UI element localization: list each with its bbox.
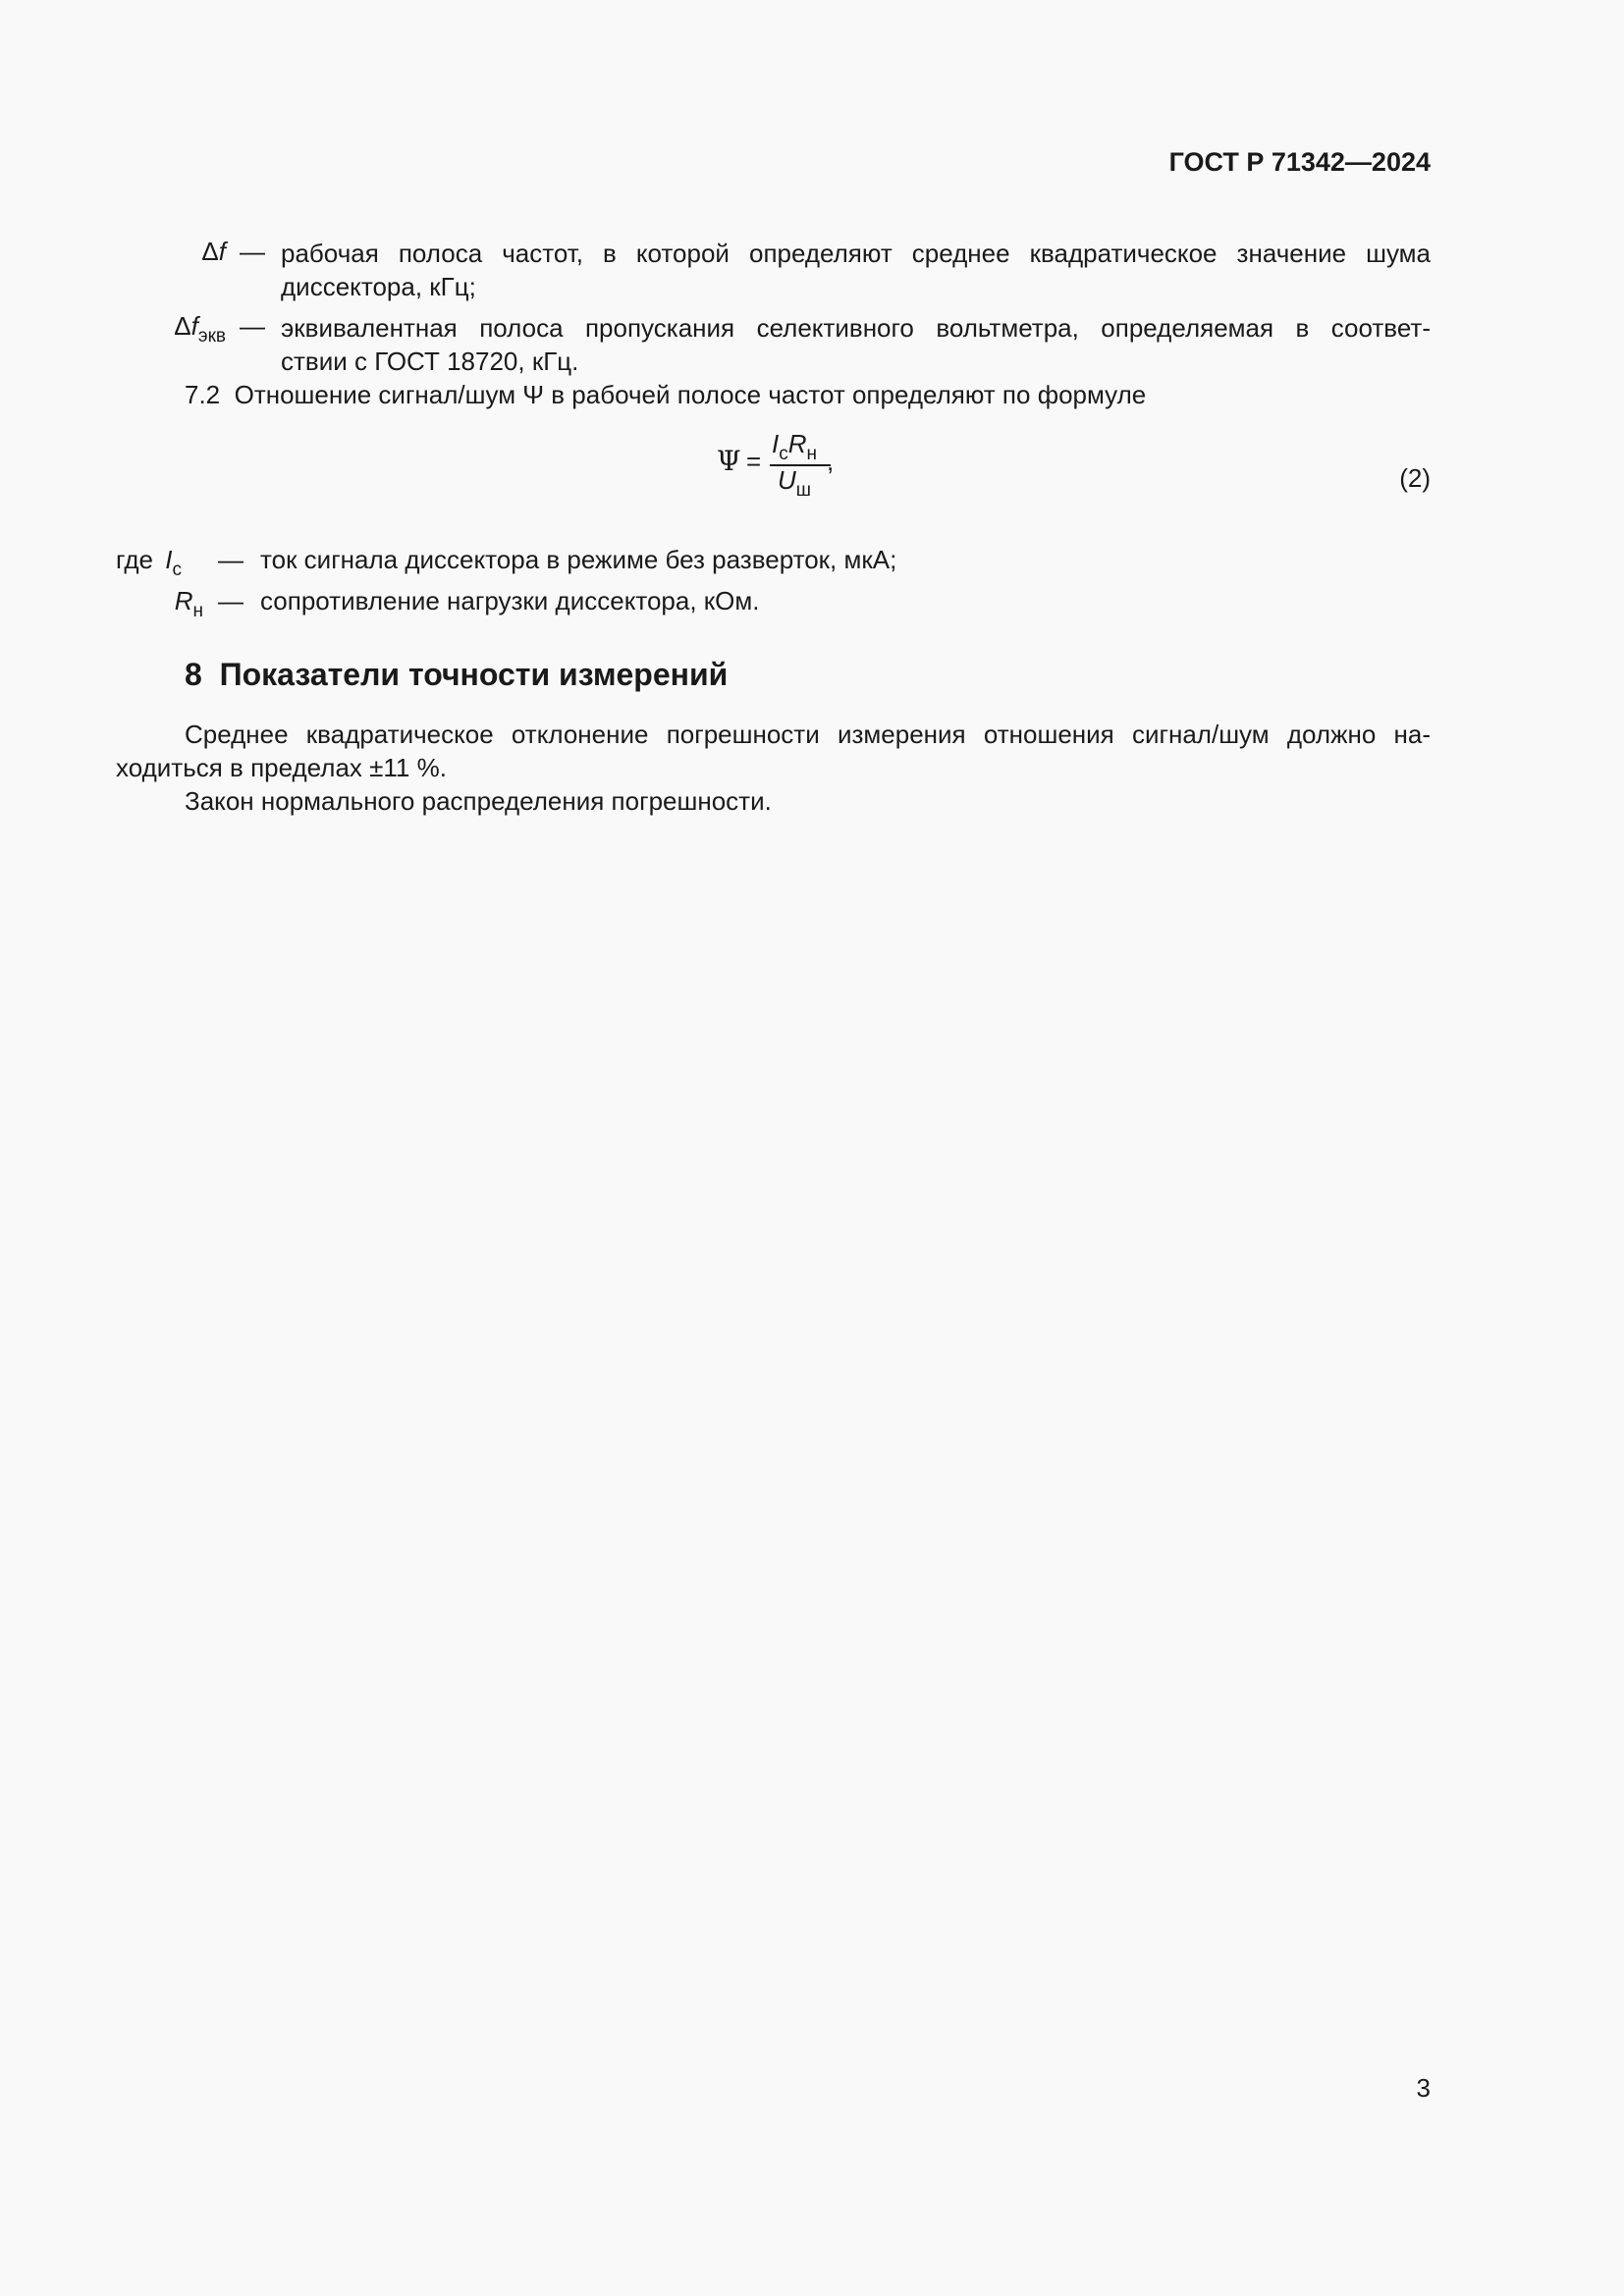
formula-equals: = <box>746 447 762 476</box>
where-prefix: где <box>116 545 153 574</box>
page-number: 3 <box>1416 2073 1431 2103</box>
section-8-paragraph: Закон нормального распределения погрешности. <box>185 786 772 816</box>
where-symbol-I-c: $I_с$ <box>165 545 182 580</box>
clause-7-2-text: 7.2 Отношение сигнал/шум Ψ в рабочей полосе частот определяют по формуле <box>185 380 1147 409</box>
definition-dash: — <box>240 237 265 266</box>
section-8-heading: 8 Показатели точности измерений <box>185 657 729 692</box>
definition-symbol-delta-f: Δf <box>201 237 226 266</box>
formula-denominator: $U_ш$ <box>778 465 812 501</box>
section-8-paragraph-line: Среднее квадратическое отклонение погрешности измерения отношения сигнал/шум должно на- <box>185 720 1431 749</box>
definition-symbol-delta-f-ekv: $\Delta f_{экв}$ <box>174 311 226 347</box>
where-dash: — <box>218 586 244 615</box>
where-dash: — <box>218 545 244 574</box>
definition-text-line: диссектора, кГц; <box>281 272 476 301</box>
definition-dash: — <box>240 311 265 341</box>
formula-number: (2) <box>1399 463 1431 493</box>
definition-text-line: рабочая полоса частот, в которой определяют среднее квадратическое значение шума <box>281 239 1431 268</box>
formula-comma: , <box>827 447 835 476</box>
definition-text-line: ствии с ГОСТ 18720, кГц. <box>281 347 579 376</box>
document-id-header: ГОСТ Р 71342—2024 <box>1168 147 1431 177</box>
where-text: ток сигнала диссектора в режиме без разверток, мкА; <box>260 545 897 574</box>
where-symbol-R-n: $R_н$ <box>174 586 203 621</box>
formula-numerator: $I_сR_н$ <box>772 429 818 464</box>
definition-text-line: эквивалентная полоса пропускания селективного вольтметра, определяемая в соответ- <box>281 313 1431 343</box>
formula-psi-symbol: Ψ <box>717 445 741 477</box>
where-text: сопротивление нагрузки диссектора, кОм. <box>260 586 760 615</box>
section-8-paragraph-line: ходиться в пределах ±11 %. <box>116 753 447 782</box>
